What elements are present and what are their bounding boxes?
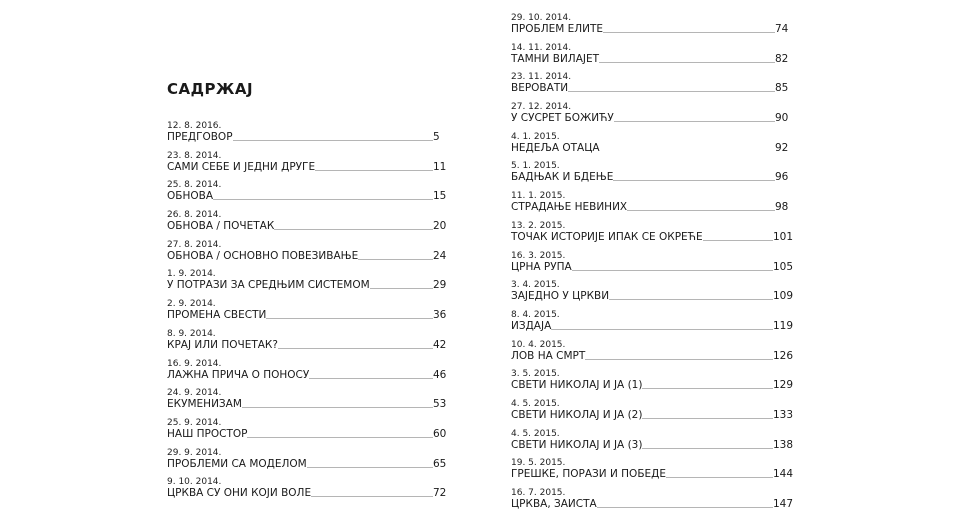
entry-row (167, 339, 447, 351)
entry-page-number: 133 (772, 408, 793, 421)
entry-page-number: 20 (433, 220, 447, 233)
toc-heading: САДРЖАЈ (167, 80, 254, 98)
toc-entry (167, 299, 447, 329)
leader-line (274, 229, 433, 230)
entry-date: 4. 5. 2015. (511, 428, 560, 439)
entry-date: 25. 8. 2014. (167, 180, 222, 191)
entry-page-number: 147 (772, 498, 793, 510)
leader-line (599, 62, 775, 63)
entry-title: ЦРКВА СУ ОНИ КОЈИ ВОЛЕ (167, 487, 312, 500)
leader-line (597, 507, 773, 508)
entry-page-number: 96 (775, 171, 789, 184)
entry-title: ПРОМЕНА СВЕСТИ (167, 309, 267, 322)
toc-entry (511, 310, 793, 340)
toc-entry (167, 269, 447, 299)
entry-page-number: 85 (775, 82, 789, 95)
entry-page-number: 92 (775, 141, 789, 154)
entry-row (511, 112, 793, 124)
toc-entry (167, 210, 447, 240)
entry-row (167, 458, 447, 470)
entry-page-number: 65 (433, 457, 447, 470)
leader-line (266, 318, 433, 319)
entry-page-number: 74 (775, 23, 789, 35)
leader-line (568, 91, 775, 92)
leader-line (307, 467, 433, 468)
toc-entry (511, 429, 793, 459)
entry-title: СВЕТИ НИКОЛАЈ И ЈА (3) (511, 438, 643, 451)
entry-title: ПРОБЛЕМИ СА МОДЕЛОМ (167, 457, 307, 470)
entry-title: СВЕТИ НИКОЛАЈ И ЈА (2) (511, 408, 643, 421)
entry-page-number: 105 (772, 260, 793, 273)
entry-date: 2. 9. 2014. (167, 299, 216, 310)
entry-date: 23. 8. 2014. (167, 150, 222, 161)
entry-page-number: 15 (433, 190, 447, 203)
entry-title: СТРАДАЊЕ НЕВИНИХ (511, 201, 628, 214)
toc-entry (167, 448, 447, 478)
entry-row (511, 53, 793, 65)
entry-title: ГРЕШКЕ, ПОРАЗИ И ПОБЕДЕ (511, 468, 666, 481)
entry-page-number: 126 (772, 349, 793, 362)
entry-title: НАШ ПРОСТОР (167, 427, 248, 440)
entry-page-number: 11 (433, 160, 447, 173)
entry-page-number: 144 (772, 468, 793, 481)
entry-date: 4. 1. 2015. (511, 131, 560, 142)
entry-page-number: 29 (433, 279, 447, 292)
entry-row (167, 279, 447, 291)
entry-page-number: 5 (433, 131, 440, 143)
entry-title: БАДЊАК И БДЕЊЕ (511, 171, 614, 184)
entry-row (167, 220, 447, 232)
entry-title: ОБНОВА / ОСНОВНО ПОВЕЗИВАЊЕ (167, 249, 359, 262)
toc-entry (167, 359, 447, 389)
entry-page-number: 98 (775, 201, 789, 214)
leader-line (551, 329, 773, 330)
leader-line (603, 32, 775, 33)
entry-row (511, 350, 793, 362)
toc-list-left (167, 121, 447, 507)
entry-row (167, 398, 447, 410)
entry-title: У СУСРЕТ БОЖИЋУ (511, 112, 614, 125)
entry-row (511, 142, 793, 154)
leader-line (613, 180, 775, 181)
leader-line (278, 348, 433, 349)
entry-page-number: 138 (772, 438, 793, 451)
leader-line (642, 418, 773, 419)
entry-title: ЛОВ НА СМРТ (511, 349, 586, 362)
entry-page-number: 36 (433, 309, 447, 322)
entry-title: ТАМНИ ВИЛАЈЕТ (511, 52, 600, 65)
leader-line (311, 496, 433, 497)
entry-row (167, 369, 447, 381)
entry-date: 8. 4. 2015. (511, 309, 560, 320)
entry-title: ЛАЖНА ПРИЧА О ПОНОСУ (167, 368, 310, 381)
entry-title: ЦРКВА, ЗАИСТА (511, 498, 597, 510)
leader-line (213, 199, 433, 200)
toc-entry (511, 102, 793, 132)
entry-row (167, 190, 447, 202)
entry-row (511, 201, 793, 213)
entry-date: 27. 8. 2014. (167, 239, 222, 250)
toc-entry (511, 340, 793, 370)
entry-date: 29. 10. 2014. (511, 13, 572, 23)
entry-date: 9. 10. 2014. (167, 477, 222, 488)
leader-line (600, 151, 775, 152)
toc-entry (511, 251, 793, 281)
toc-entry (511, 191, 793, 221)
entry-row (511, 231, 793, 243)
entry-title: ОБНОВА (167, 190, 214, 203)
toc-entry (511, 221, 793, 251)
entry-page-number: 90 (775, 112, 789, 125)
entry-row (511, 320, 793, 332)
entry-title: ЦРНА РУПА (511, 260, 572, 273)
entry-row (167, 250, 447, 262)
entry-row (511, 439, 793, 451)
entry-date: 8. 9. 2014. (167, 328, 216, 339)
entry-title: ПРОБЛЕМ ЕЛИТЕ (511, 23, 604, 35)
entry-title: САМИ СЕБЕ И ЈЕДНИ ДРУГЕ (167, 160, 316, 173)
entry-row (511, 261, 793, 273)
entry-date: 16. 3. 2015. (511, 250, 566, 261)
entry-page-number: 72 (433, 487, 447, 500)
leader-line (642, 448, 773, 449)
toc-entry (167, 240, 447, 270)
entry-page-number: 42 (433, 338, 447, 351)
toc-entry (511, 13, 793, 43)
leader-line (247, 437, 433, 438)
entry-date: 3. 4. 2015. (511, 280, 560, 291)
entry-date: 13. 2. 2015. (511, 220, 566, 231)
leader-line (242, 407, 433, 408)
entry-row (511, 82, 793, 94)
leader-line (309, 378, 433, 379)
entry-page-number: 24 (433, 249, 447, 262)
leader-line (627, 210, 775, 211)
entry-title: КРАЈ ИЛИ ПОЧЕТАК? (167, 338, 278, 351)
toc-entry (511, 280, 793, 310)
entry-date: 10. 4. 2015. (511, 339, 566, 350)
toc-entry (167, 180, 447, 210)
entry-date: 16. 9. 2014. (167, 358, 222, 369)
leader-line (233, 140, 433, 141)
entry-date: 16. 7. 2015. (511, 488, 566, 498)
entry-date: 12. 8. 2016. (167, 121, 222, 131)
toc-entry (511, 72, 793, 102)
entry-title: ЕКУМЕНИЗАМ (167, 398, 242, 411)
toc-entry (167, 151, 447, 181)
toc-entry (511, 132, 793, 162)
toc-entry (511, 369, 793, 399)
entry-date: 3. 5. 2015. (511, 369, 560, 380)
entry-date: 11. 1. 2015. (511, 191, 566, 202)
entry-row (167, 161, 447, 173)
entry-date: 14. 11. 2014. (511, 42, 572, 53)
entry-date: 24. 9. 2014. (167, 388, 222, 399)
entry-date: 19. 5. 2015. (511, 458, 566, 469)
entry-row (167, 131, 447, 143)
entry-title: СВЕТИ НИКОЛАЈ И ЈА (1) (511, 379, 643, 392)
entry-row (167, 428, 447, 440)
entry-page-number: 109 (772, 290, 793, 303)
entry-row (511, 379, 793, 391)
toc-entry (511, 488, 793, 518)
toc-entry (511, 399, 793, 429)
toc-entry (511, 43, 793, 73)
entry-title: У ПОТРАЗИ ЗА СРЕДЊИМ СИСТЕМОМ (167, 279, 370, 292)
leader-line (642, 388, 773, 389)
entry-row (511, 409, 793, 421)
toc-list-right (511, 13, 793, 518)
leader-line (315, 170, 433, 171)
entry-title: ВЕРОВАТИ (511, 82, 569, 95)
toc-entry (167, 418, 447, 448)
entry-title: ТОЧАК ИСТОРИЈЕ ИПАК СЕ ОКРЕЋЕ (511, 230, 703, 243)
entry-page-number: 101 (772, 230, 793, 243)
toc-entry (167, 329, 447, 359)
entry-row (511, 468, 793, 480)
toc-entry (167, 388, 447, 418)
leader-line (585, 359, 773, 360)
entry-date: 1. 9. 2014. (167, 269, 216, 280)
entry-page-number: 46 (433, 368, 447, 381)
toc-entry (511, 161, 793, 191)
toc-entry (511, 458, 793, 488)
leader-line (358, 259, 433, 260)
entry-title: ПРЕДГОВОР (167, 131, 233, 143)
entry-date: 26. 8. 2014. (167, 210, 222, 221)
entry-title: НЕДЕЉА ОТАЦА (511, 141, 600, 154)
leader-line (572, 270, 773, 271)
entry-page-number: 129 (772, 379, 793, 392)
entry-date: 25. 9. 2014. (167, 417, 222, 428)
entry-title: ОБНОВА / ПОЧЕТАК (167, 220, 275, 233)
entry-date: 4. 5. 2015. (511, 398, 560, 409)
entry-row (511, 171, 793, 183)
entry-date: 23. 11. 2014. (511, 72, 572, 83)
leader-line (666, 477, 773, 478)
toc-entry (167, 477, 447, 507)
entry-title: ИЗДАЈА (511, 319, 552, 332)
entry-page-number: 119 (772, 319, 793, 332)
entry-title: ЗАЈЕДНО У ЦРКВИ (511, 290, 610, 303)
leader-line (614, 121, 775, 122)
leader-line (609, 299, 773, 300)
entry-date: 5. 1. 2015. (511, 161, 560, 172)
leader-line (703, 240, 773, 241)
entry-page-number: 53 (433, 398, 447, 411)
entry-page-number: 82 (775, 52, 789, 65)
entry-row (511, 23, 793, 35)
entry-row (167, 487, 447, 499)
entry-page-number: 60 (433, 427, 447, 440)
toc-entry (167, 121, 447, 151)
entry-row (167, 309, 447, 321)
entry-row (511, 290, 793, 302)
entry-date: 29. 9. 2014. (167, 447, 222, 458)
leader-line (370, 288, 433, 289)
entry-date: 27. 12. 2014. (511, 102, 572, 113)
